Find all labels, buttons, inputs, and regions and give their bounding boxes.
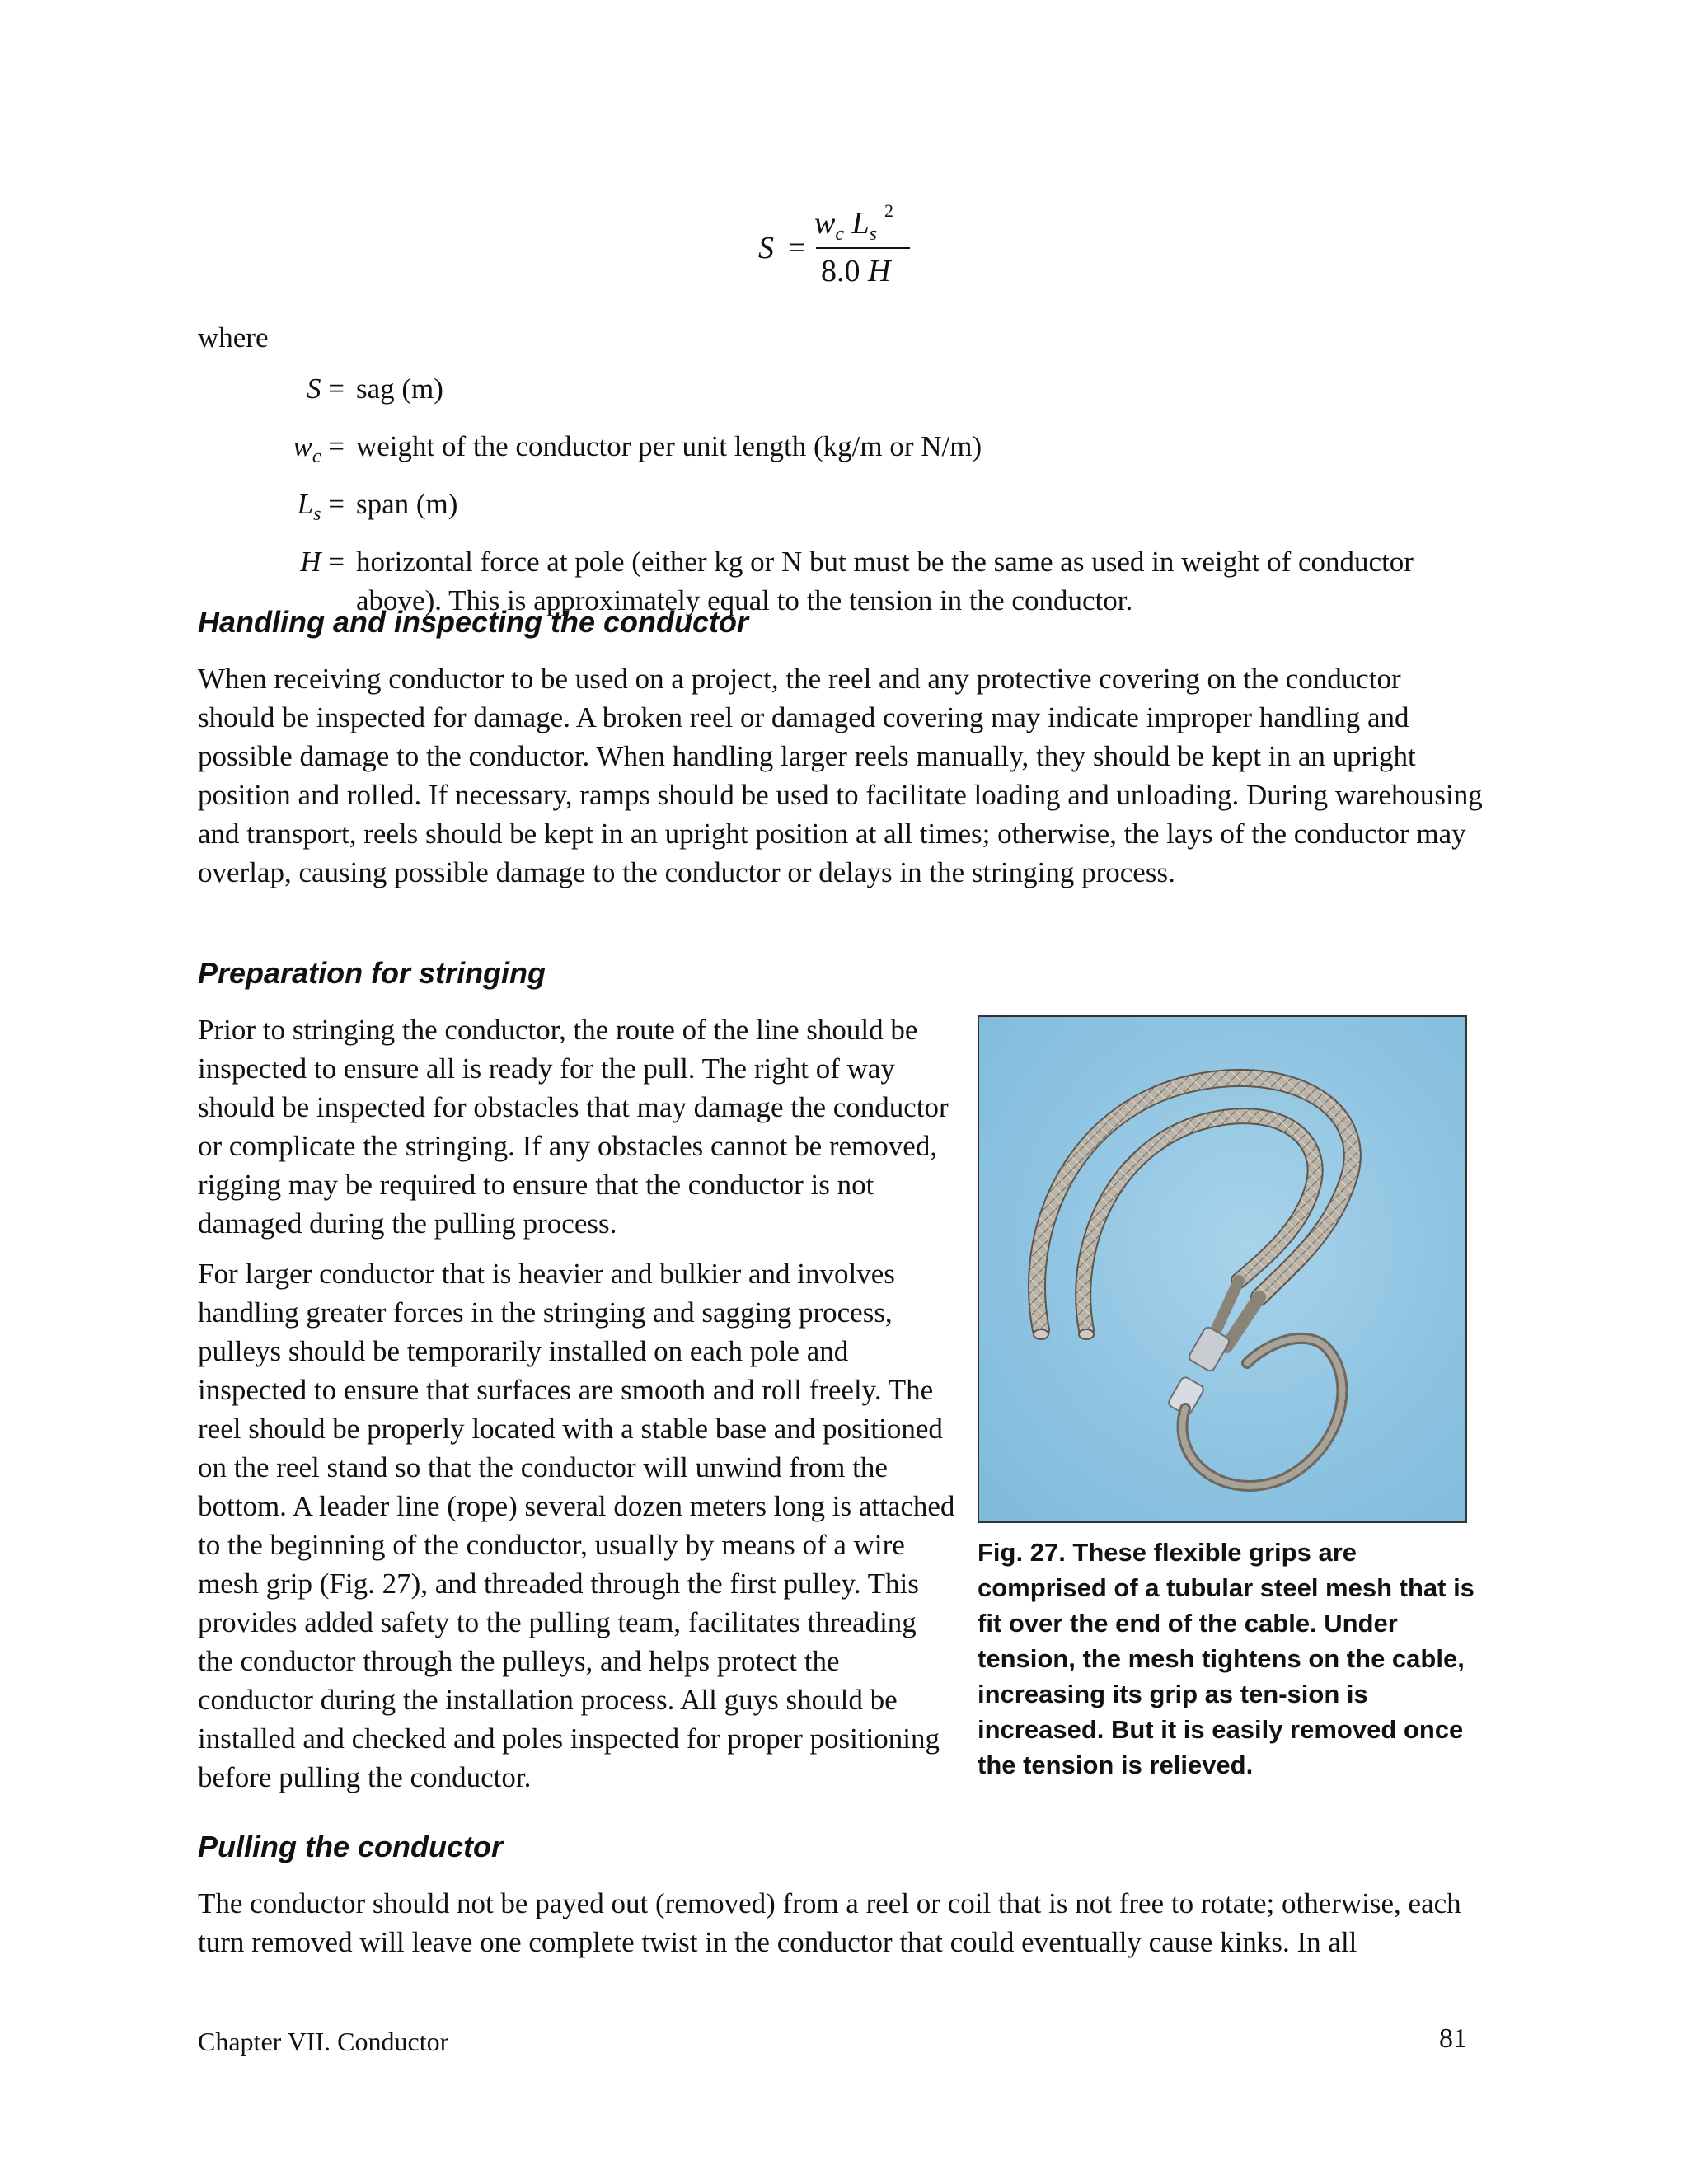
- definition-symbol: $w_c$ =: [293, 430, 345, 467]
- sag-formula: [758, 196, 923, 295]
- definition-symbol: $L_s$ =: [297, 488, 345, 525]
- paragraph-preparation-1: Prior to stringing the conductor, the route of the line should be inspected to ensure all is ready for the pull. The right of way should be inspected for obstacles that may damage the conductor or complicate the stringing. If any obstacles cannot be removed, rigging may be required to ensure that the conductor is not damaged during the pulling process.: [198, 1014, 949, 1240]
- heading-preparation: Preparation for stringing: [198, 956, 546, 990]
- figure-caption: Fig. 27. These flexible grips are comprised of a tubular steel mesh that is fit over the end of the cable. Under tension, the mesh tightens on the cable, increasing its grip as ten-sion is increased. But it is easily removed once the tension is relieved.: [978, 1538, 1475, 1779]
- formula-denominator: [821, 252, 890, 291]
- footer-chapter: Chapter VII. Conductor: [198, 2027, 449, 2056]
- definition-text: weight of the conductor per unit length (kg/m or N/m): [356, 430, 982, 462]
- heading-pulling: Pulling the conductor: [198, 1830, 503, 1863]
- formula-den-var: H: [868, 254, 891, 288]
- formula-den-number: 8.0: [821, 254, 860, 288]
- definition-text: sag (m): [356, 373, 443, 405]
- paragraph-preparation-2: For larger conductor that is heavier and bulkier and involves handling greater forces in the stringing and sagging process, pulleys should be temporarily installed on each pole and inspected to ensure that surfaces are smooth and roll freely. The reel should be properly located with a stable base and positioned on the reel stand so that the conductor will unwind from the bottom. A leader line (rope) several dozen meters long is attached to the beginning of the conductor, usually by means of a wire mesh grip (Fig. 27), and threaded through the first pulley. This provides added safety to the pulling team, facilitates threading the conductor through the pulleys, and helps protect the conductor during the installation process. All guys should be installed and checked and poles inspected for proper positioning before pulling the conductor.: [198, 1258, 955, 1793]
- definition-row: [264, 369, 1500, 419]
- paragraph-pulling: The conductor should not be payed out (removed) from a reel or coil that is not free to rotate; otherwise, each turn removed will leave one complete twist in the conductor that could eventually cause kinks. In all: [198, 1887, 1461, 1958]
- formula-exponent: 2: [884, 200, 893, 221]
- definition-symbol: H =: [300, 546, 345, 578]
- formula-w-sub: c: [835, 223, 845, 245]
- figure-wire-mesh-grip: [978, 1015, 1467, 1523]
- heading-handling: Handling and inspecting the conductor: [198, 605, 749, 639]
- where-label: where: [198, 321, 269, 354]
- formula-L: L: [851, 206, 870, 241]
- footer-page-number: 81: [1439, 2023, 1467, 2054]
- formula-equals: =: [788, 231, 806, 265]
- formula-w: w: [814, 206, 836, 241]
- formula-L-sub: s: [869, 223, 877, 245]
- paragraph-handling: When receiving conductor to be used on a project, the reel and any protective covering on the conductor should be inspected for damage. A broken reel or damaged covering may indicate improper handling and possible damage to the conductor. When handling larger reels manually, they should be kept in an upright position and rolled. If necessary, ramps should be used to facilitate loading and unloading. During warehousing and transport, reels should be kept in an upright position at all times; otherwise, the lays of the conductor may overlap, causing possible damage to the conductor or delays in the stringing process.: [198, 663, 1483, 888]
- definition-row: [264, 427, 1500, 476]
- definition-symbol: S =: [307, 373, 345, 405]
- definition-row: [264, 485, 1500, 534]
- formula-lhs: S: [758, 231, 774, 265]
- definitions-list: [264, 369, 1500, 628]
- fraction-bar: [816, 247, 910, 249]
- definition-text: span (m): [356, 488, 458, 520]
- wire-mesh-grip-illustration: [979, 1017, 1465, 1521]
- formula-numerator: [814, 200, 893, 254]
- definition-text: horizontal force at pole (either kg or N but must be the same as used in weight of conductor above). This is approximately equal to the tension in the conductor.: [356, 546, 1414, 616]
